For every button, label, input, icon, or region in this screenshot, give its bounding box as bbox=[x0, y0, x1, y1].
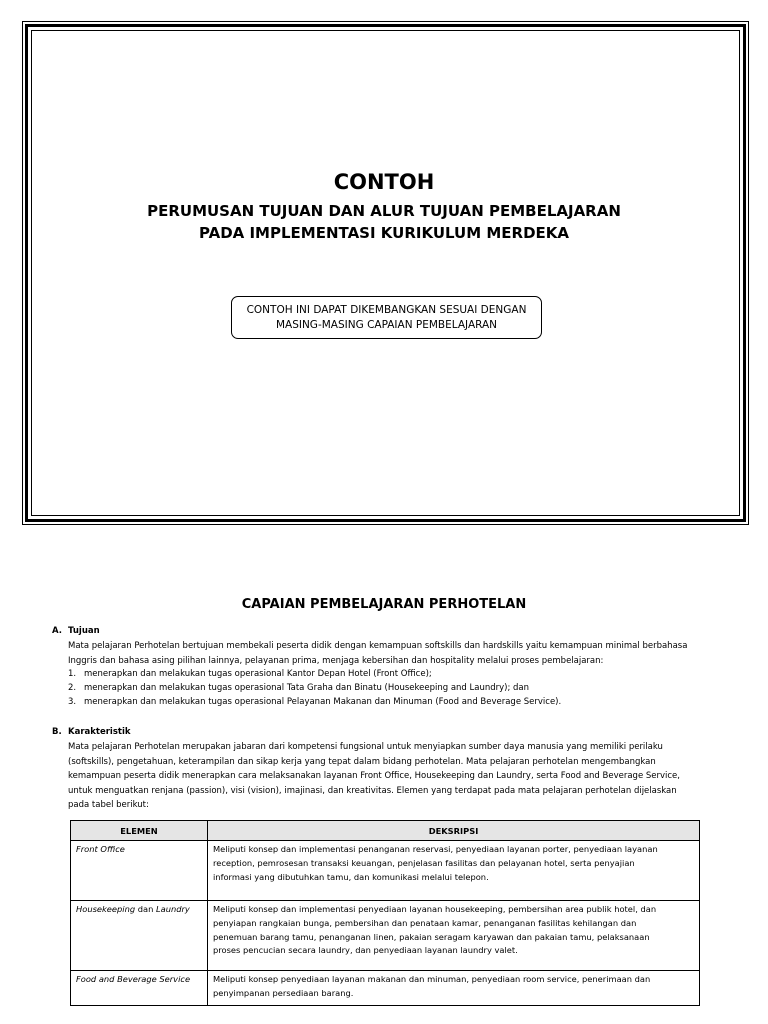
description-line: Meliputi konsep penyediaan layanan makanan dan minuman, penyediaan room service, penerimaan dan bbox=[213, 974, 651, 984]
section-a-paragraph bbox=[68, 639, 718, 668]
cover-frame-inner bbox=[31, 30, 740, 516]
list-item-text: menerapkan dan melakukan tugas operasional Kantor Depan Hotel (Front Office); bbox=[84, 669, 432, 679]
element-name: Housekeeping bbox=[76, 904, 136, 914]
table-row bbox=[71, 841, 700, 901]
header-elemen: ELEMEN bbox=[71, 821, 208, 841]
section-b-line: (softskills), pengetahuan, keterampilan dan sikap kerja yang tepat dalam bidang perhotelan. Mata pelajaran perhotelan mengembangkan bbox=[68, 756, 656, 767]
cover-subtitle-line2: PADA IMPLEMENTASI KURIKULUM MERDEKA bbox=[198, 224, 570, 242]
section-b-line: untuk menguatkan renjana (passion), visi (vision), imajinasi, dan kreativitas. Elemen yang terdapat pada mata pelajaran perhotelan dijelaskan bbox=[68, 785, 677, 796]
table-header-row bbox=[71, 821, 700, 841]
cover-note-line2: MASING-MASING CAPAIAN PEMBELAJARAN bbox=[275, 319, 498, 331]
section-b-paragraph bbox=[68, 740, 718, 813]
element-name-suffix: Laundry bbox=[156, 904, 190, 914]
cover-title: CONTOH bbox=[333, 170, 435, 194]
description-line: penyiapan rangkaian bunga, pembersihan dan penataan kamar, penanganan fasilitas kehilangan dan bbox=[213, 917, 637, 928]
list-item-text: menerapkan dan melakukan tugas operasional Tata Graha dan Binatu (Housekeeping and Laundry); dan bbox=[84, 683, 530, 693]
section-b-line: kemampuan peserta didik menerapkan cara melaksanakan layanan Front Office, Housekeeping dan Laundry, serta Food and Beverage Service, bbox=[68, 771, 680, 782]
list-item-text: menerapkan dan melakukan tugas operasional Pelayanan Makanan dan Minuman (Food and Beverage Service). bbox=[84, 697, 562, 707]
table-row bbox=[71, 901, 700, 971]
element-cell bbox=[71, 901, 208, 971]
section-a-line1: Mata pelajaran Perhotelan bertujuan membekali peserta didik dengan kemampuan softskills dan hardskills yaitu kemampuan minimal berbahasa bbox=[68, 641, 688, 651]
description-line: proses pencucian secara laundry, dan penyediaan layanan laundry valet. bbox=[213, 945, 518, 956]
section-a-label: Tujuan bbox=[68, 626, 100, 636]
list-item-number: 3. bbox=[68, 697, 77, 707]
element-name: Food and Beverage Service bbox=[76, 974, 191, 984]
description-cell bbox=[208, 841, 700, 901]
description-cell bbox=[208, 901, 700, 971]
list-item bbox=[68, 683, 529, 693]
section-a-letter: A. bbox=[52, 626, 62, 636]
description-line: informasi yang dibutuhkan tamu, dan komunikasi melalui telepon. bbox=[213, 871, 489, 882]
list-item-number: 2. bbox=[68, 683, 77, 693]
cover-note-line1: CONTOH INI DAPAT DIKEMBANGKAN SESUAI DENGAN bbox=[246, 304, 527, 316]
description-line: reception, pemrosesan transaksi keuangan, penjelasan fasilitas dan pelayanan hotel, serta penyajian bbox=[213, 857, 635, 868]
element-cell bbox=[71, 971, 208, 1006]
element-cell bbox=[71, 841, 208, 901]
list-item bbox=[68, 669, 432, 679]
description-line: penemuan barang tamu, penanganan linen, pakaian seragam karyawan dan pakaian tamu, pelaksanaan bbox=[213, 931, 650, 942]
list-item bbox=[68, 697, 561, 707]
cover-subtitle-line1: PERUMUSAN TUJUAN DAN ALUR TUJUAN PEMBELAJARAN bbox=[147, 202, 621, 220]
elements-table bbox=[70, 820, 700, 1006]
description-line: penyimpanan persediaan barang. bbox=[213, 987, 354, 998]
table-row bbox=[71, 971, 700, 1006]
doc-title: CAPAIAN PEMBELAJARAN PERHOTELAN bbox=[241, 597, 527, 612]
element-name-connector: dan bbox=[135, 904, 157, 914]
description-line: Meliputi konsep dan implementasi penanganan reservasi, penyediaan layanan porter, penyediaan layanan bbox=[213, 844, 658, 854]
description-cell bbox=[208, 971, 700, 1006]
header-deskripsi: DEKSRIPSI bbox=[208, 821, 700, 841]
element-name: Front Office bbox=[76, 844, 125, 854]
section-b-line: pada tabel berikut: bbox=[68, 800, 149, 811]
list-item-number: 1. bbox=[68, 669, 77, 679]
cover-note-box bbox=[231, 296, 542, 339]
section-b-label: Karakteristik bbox=[68, 727, 131, 737]
section-b-line: Mata pelajaran Perhotelan merupakan jabaran dari kompetensi fungsional untuk menyiapkan sumber daya manusia yang memiliki perilaku bbox=[68, 742, 663, 752]
section-a-line2: Inggris dan bahasa asing pilihan lainnya, pelayanan prima, menjaga kebersihan dan hospitality melalui proses pembelajaran: bbox=[68, 655, 604, 666]
section-b-letter: B. bbox=[52, 727, 62, 737]
description-line: Meliputi konsep dan implementasi penyediaan layanan housekeeping, pembersihan area publik hotel, dan bbox=[213, 904, 657, 914]
